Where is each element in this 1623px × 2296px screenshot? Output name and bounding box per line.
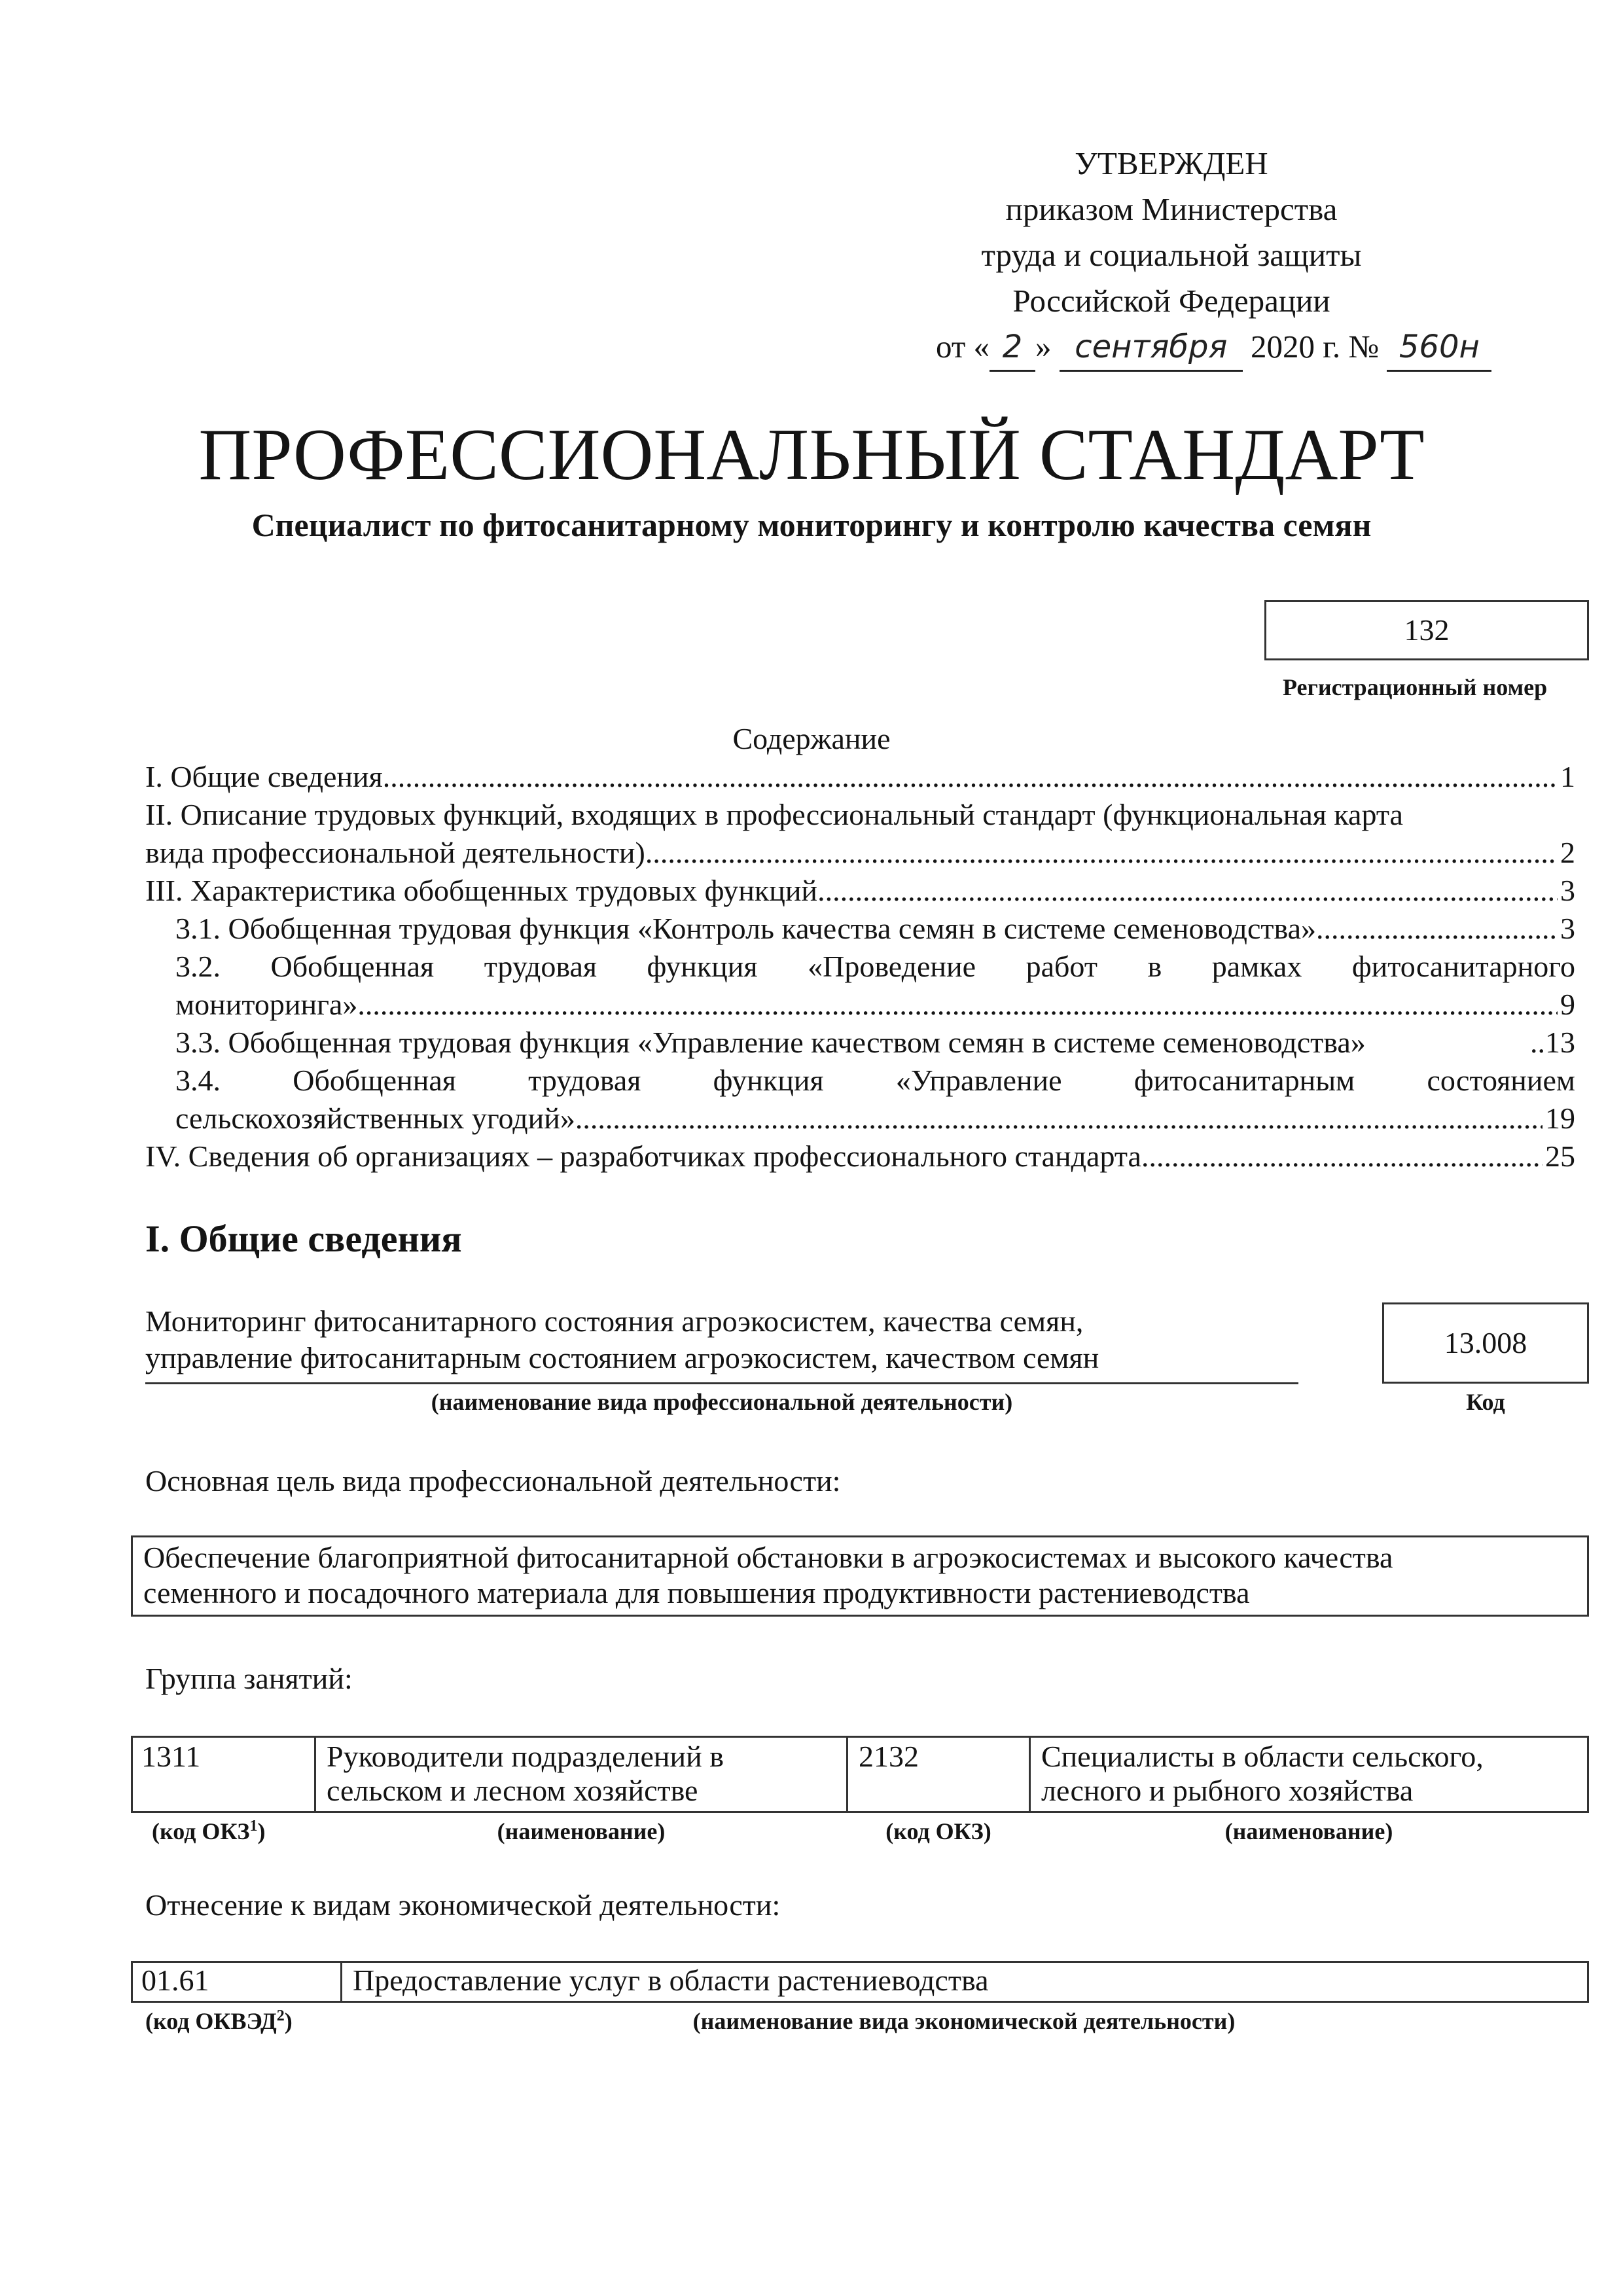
toc-item[interactable]: 3.1. Обобщенная трудовая функция «Контроль качества семян в системе семеноводства» ..... 3 bbox=[175, 910, 1575, 948]
section-heading: I. Общие сведения bbox=[145, 1217, 462, 1260]
okved-name-caption: (наименование вида экономической деятельности) bbox=[692, 2008, 1236, 2034]
toc-item-line: II. Описание трудовых функций, входящих в профессиональный стандарт (функциональная карта bbox=[145, 798, 1403, 831]
toc-item[interactable]: IV. Сведения об организациях – разработчиках профессионального стандарта ..... 25 bbox=[145, 1138, 1575, 1175]
okz-code-caption: (код ОКЗ) bbox=[885, 1818, 991, 1844]
activity-name-line: Мониторинг фитосанитарного состояния агроэкосистем, качества семян, bbox=[145, 1304, 1084, 1338]
okz-name-1: Руководители подразделений в сельском и лесном хозяйстве bbox=[327, 1740, 724, 1807]
approval-date: от « 2 » сентября 2020 г. № 560н bbox=[936, 324, 1590, 372]
toc-item[interactable]: мониторинга» ..... 9 bbox=[175, 986, 1575, 1024]
activity-code-label: Код bbox=[1466, 1389, 1505, 1415]
activity-name-line: управление фитосанитарным состоянием агроэкосистем, качеством семян bbox=[145, 1341, 1099, 1374]
okved-code-caption: (код ОКВЭД$^2$) bbox=[145, 2007, 293, 2034]
activity-caption: (наименование вида профессиональной деятельности) bbox=[431, 1389, 1013, 1415]
approval-line: труда и социальной защиты bbox=[981, 237, 1362, 273]
okz-code-1: 1311 bbox=[141, 1740, 201, 1773]
toc-item-line: 3.2. Обобщенная трудовая функция «Проведение работ в рамках фитосанитарного bbox=[175, 950, 1575, 983]
toc-item[interactable]: 3.3. Обобщенная трудовая функция «Управление качеством семян в системе семеноводства» ..13 bbox=[175, 1026, 1575, 1059]
goal-text-line: Обеспечение благоприятной фитосанитарной обстановки в агроэкосистемах и высокого качества bbox=[143, 1541, 1393, 1574]
toc-item[interactable]: I. Общие сведения ..... 1 bbox=[145, 758, 1575, 796]
goal-text-line: семенного и посадочного материала для повышения продуктивности растениеводства bbox=[143, 1576, 1250, 1609]
toc-item[interactable]: III. Характеристика обобщенных трудовых функций ..... 3 bbox=[145, 872, 1575, 910]
okz-name-caption: (наименование) bbox=[497, 1818, 666, 1844]
econ-label: Отнесение к видам экономической деятельности: bbox=[145, 1888, 781, 1922]
toc-item[interactable]: вида профессиональной деятельности) ..... 2 bbox=[145, 834, 1575, 872]
okved-name: Предоставление услуг в области растениеводства bbox=[353, 1964, 989, 1997]
approval-block bbox=[897, 141, 1446, 324]
goal-box bbox=[131, 1535, 1589, 1617]
reg-number-box: 132 bbox=[1264, 600, 1589, 660]
approval-title: УТВЕРЖДЕН bbox=[1075, 145, 1268, 181]
group-label: Группа занятий: bbox=[145, 1662, 353, 1695]
page-subtitle: Специалист по фитосанитарному мониторингу и контролю качества семян bbox=[251, 507, 1372, 543]
okved-code: 01.61 bbox=[141, 1964, 209, 1997]
approval-day: 2 bbox=[990, 324, 1035, 372]
activity-code-box: 13.008 bbox=[1382, 1302, 1589, 1384]
approval-number: 560н bbox=[1387, 324, 1491, 372]
toc-heading: Содержание bbox=[732, 722, 891, 755]
toc-item[interactable]: сельскохозяйственных угодий» ..... 19 bbox=[175, 1100, 1575, 1138]
okz-name-2: Специалисты в области сельского, лесного и рыбного хозяйства bbox=[1041, 1740, 1484, 1807]
goal-label: Основная цель вида профессиональной деятельности: bbox=[145, 1464, 841, 1498]
approval-line: приказом Министерства bbox=[1005, 191, 1338, 227]
page-title: ПРОФЕССИОНАЛЬНЫЙ СТАНДАРТ bbox=[198, 414, 1425, 495]
approval-month: сентября bbox=[1060, 324, 1243, 372]
reg-number-label: Регистрационный номер bbox=[1283, 674, 1548, 700]
approval-line: Российской Федерации bbox=[1012, 283, 1330, 319]
okz-code-2: 2132 bbox=[859, 1740, 919, 1773]
toc-item-line: 3.4. Обобщенная трудовая функция «Управление фитосанитарным состоянием bbox=[175, 1064, 1575, 1097]
okz-name-caption: (наименование) bbox=[1224, 1818, 1393, 1844]
okz-code-caption: (код ОКЗ$^1$) bbox=[152, 1818, 266, 1844]
activity-underline bbox=[145, 1382, 1298, 1384]
